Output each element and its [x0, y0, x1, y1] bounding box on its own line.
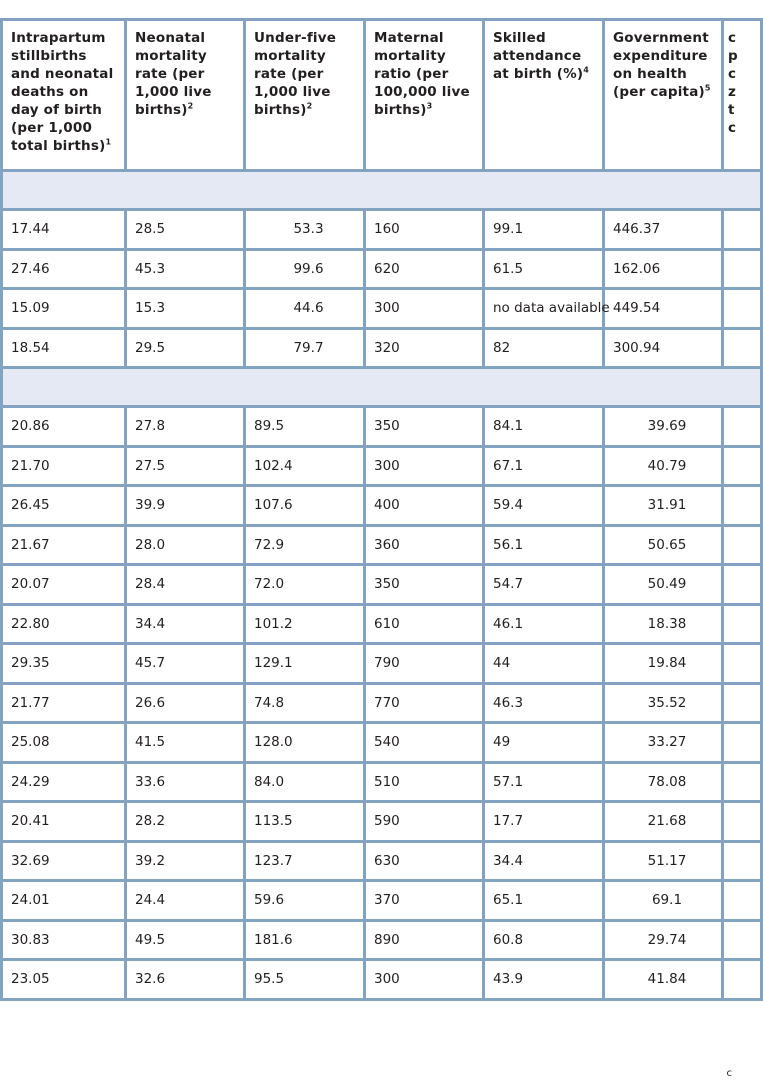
cell-gov-expenditure: 21.68	[604, 802, 723, 842]
cell-maternal: 790	[365, 644, 484, 684]
cell-gov-expenditure: 69.1	[604, 881, 723, 921]
cell-under-five: 53.3	[245, 210, 365, 250]
cell-under-five: 95.5	[245, 960, 365, 1000]
header-clipped-column: c p c z t c	[723, 20, 762, 171]
section-band-2	[2, 368, 762, 407]
cell-skilled-attendance: 59.4	[484, 486, 604, 526]
cell-skilled-attendance: 61.5	[484, 249, 604, 289]
cell-skilled-attendance: no data available	[484, 289, 604, 329]
cell-skilled-attendance: 82	[484, 328, 604, 368]
cell-maternal: 350	[365, 565, 484, 605]
table-row	[2, 841, 762, 881]
cell-under-five: 181.6	[245, 920, 365, 960]
cell-gov-expenditure: 162.06	[604, 249, 723, 289]
cell-under-five: 129.1	[245, 644, 365, 684]
cell-skilled-attendance: 46.1	[484, 604, 604, 644]
table-row	[2, 960, 762, 1000]
cell-clipped	[723, 920, 762, 960]
cell-clipped	[723, 565, 762, 605]
cell-maternal: 400	[365, 486, 484, 526]
cell-intrapartum: 26.45	[2, 486, 126, 526]
cell-skilled-attendance: 57.1	[484, 762, 604, 802]
table-frame	[0, 18, 760, 1001]
cell-clipped	[723, 407, 762, 447]
cell-under-five: 79.7	[245, 328, 365, 368]
cell-neonatal: 34.4	[126, 604, 245, 644]
table-row	[2, 249, 762, 289]
cell-maternal: 370	[365, 881, 484, 921]
cell-maternal: 300	[365, 960, 484, 1000]
cell-intrapartum: 21.67	[2, 525, 126, 565]
cell-clipped	[723, 289, 762, 329]
cell-clipped	[723, 249, 762, 289]
cell-skilled-attendance: 99.1	[484, 210, 604, 250]
cell-clipped	[723, 210, 762, 250]
cell-skilled-attendance: 49	[484, 723, 604, 763]
table-row	[2, 920, 762, 960]
table-row	[2, 446, 762, 486]
table-row	[2, 565, 762, 605]
table-row	[2, 723, 762, 763]
table-row	[2, 289, 762, 329]
cell-neonatal: 27.5	[126, 446, 245, 486]
cell-clipped	[723, 486, 762, 526]
table-row	[2, 644, 762, 684]
cell-gov-expenditure: 39.69	[604, 407, 723, 447]
cell-neonatal: 41.5	[126, 723, 245, 763]
cell-skilled-attendance: 44	[484, 644, 604, 684]
cell-under-five: 89.5	[245, 407, 365, 447]
table-row	[2, 604, 762, 644]
cell-skilled-attendance: 65.1	[484, 881, 604, 921]
cell-intrapartum: 15.09	[2, 289, 126, 329]
cell-under-five: 74.8	[245, 683, 365, 723]
cell-under-five: 59.6	[245, 881, 365, 921]
table-row	[2, 802, 762, 842]
cell-intrapartum: 17.44	[2, 210, 126, 250]
cell-under-five: 123.7	[245, 841, 365, 881]
table-row	[2, 525, 762, 565]
cell-gov-expenditure: 50.65	[604, 525, 723, 565]
table-row	[2, 486, 762, 526]
cell-skilled-attendance: 54.7	[484, 565, 604, 605]
cell-clipped	[723, 723, 762, 763]
cell-maternal: 590	[365, 802, 484, 842]
cell-under-five: 99.6	[245, 249, 365, 289]
cell-maternal: 320	[365, 328, 484, 368]
cell-maternal: 770	[365, 683, 484, 723]
cell-skilled-attendance: 56.1	[484, 525, 604, 565]
cell-gov-expenditure: 41.84	[604, 960, 723, 1000]
cell-gov-expenditure: 449.54	[604, 289, 723, 329]
cell-intrapartum: 20.07	[2, 565, 126, 605]
cell-clipped	[723, 683, 762, 723]
cell-intrapartum: 23.05	[2, 960, 126, 1000]
cell-under-five: 101.2	[245, 604, 365, 644]
cell-under-five: 128.0	[245, 723, 365, 763]
cell-skilled-attendance: 17.7	[484, 802, 604, 842]
cell-intrapartum: 24.01	[2, 881, 126, 921]
cell-maternal: 890	[365, 920, 484, 960]
cell-skilled-attendance: 34.4	[484, 841, 604, 881]
cell-gov-expenditure: 51.17	[604, 841, 723, 881]
header-row	[2, 20, 762, 171]
cell-intrapartum: 18.54	[2, 328, 126, 368]
cell-under-five: 84.0	[245, 762, 365, 802]
cell-neonatal: 24.4	[126, 881, 245, 921]
cell-clipped	[723, 328, 762, 368]
table-row	[2, 407, 762, 447]
cell-gov-expenditure: 446.37	[604, 210, 723, 250]
cell-under-five: 72.0	[245, 565, 365, 605]
cell-clipped	[723, 644, 762, 684]
cell-under-five: 102.4	[245, 446, 365, 486]
cell-gov-expenditure: 50.49	[604, 565, 723, 605]
cell-neonatal: 28.2	[126, 802, 245, 842]
cell-skilled-attendance: 43.9	[484, 960, 604, 1000]
cell-neonatal: 45.7	[126, 644, 245, 684]
cell-neonatal: 28.0	[126, 525, 245, 565]
cell-intrapartum: 32.69	[2, 841, 126, 881]
cell-skilled-attendance: 84.1	[484, 407, 604, 447]
cell-intrapartum: 27.46	[2, 249, 126, 289]
cell-intrapartum: 20.41	[2, 802, 126, 842]
cell-under-five: 72.9	[245, 525, 365, 565]
cell-gov-expenditure: 29.74	[604, 920, 723, 960]
cell-intrapartum: 24.29	[2, 762, 126, 802]
cell-under-five: 44.6	[245, 289, 365, 329]
cell-skilled-attendance: 46.3	[484, 683, 604, 723]
cell-neonatal: 28.4	[126, 565, 245, 605]
cell-neonatal: 49.5	[126, 920, 245, 960]
cell-intrapartum: 20.86	[2, 407, 126, 447]
cell-maternal: 540	[365, 723, 484, 763]
header-government-expenditure: Government expenditure on health (per capita)$^5$	[604, 20, 723, 171]
cell-under-five: 113.5	[245, 802, 365, 842]
cell-gov-expenditure: 40.79	[604, 446, 723, 486]
cell-skilled-attendance: 67.1	[484, 446, 604, 486]
cell-clipped	[723, 881, 762, 921]
cell-intrapartum: 21.77	[2, 683, 126, 723]
section-band-1	[2, 171, 762, 210]
cell-neonatal: 45.3	[126, 249, 245, 289]
cell-neonatal: 26.6	[126, 683, 245, 723]
cell-maternal: 630	[365, 841, 484, 881]
cell-neonatal: 39.9	[126, 486, 245, 526]
table-row	[2, 210, 762, 250]
cell-clipped	[723, 762, 762, 802]
cell-intrapartum: 21.70	[2, 446, 126, 486]
cell-maternal: 350	[365, 407, 484, 447]
cell-neonatal: 28.5	[126, 210, 245, 250]
cell-gov-expenditure: 78.08	[604, 762, 723, 802]
cell-neonatal: 32.6	[126, 960, 245, 1000]
cell-clipped	[723, 841, 762, 881]
cell-clipped	[723, 960, 762, 1000]
cell-intrapartum: 29.35	[2, 644, 126, 684]
header-skilled-attendance: Skilled attendance at birth (%)$^4$	[484, 20, 604, 171]
cell-maternal: 360	[365, 525, 484, 565]
cell-intrapartum: 30.83	[2, 920, 126, 960]
cell-gov-expenditure: 18.38	[604, 604, 723, 644]
cell-maternal: 620	[365, 249, 484, 289]
cell-clipped	[723, 604, 762, 644]
cell-gov-expenditure: 35.52	[604, 683, 723, 723]
cell-maternal: 510	[365, 762, 484, 802]
table-row	[2, 881, 762, 921]
cell-neonatal: 29.5	[126, 328, 245, 368]
health-indicators-table	[0, 18, 763, 1001]
cell-maternal: 300	[365, 289, 484, 329]
cell-intrapartum: 22.80	[2, 604, 126, 644]
header-neonatal-mortality: Neonatal mortality rate (per 1,000 live births)$^2$	[126, 20, 245, 171]
cell-maternal: 610	[365, 604, 484, 644]
table-row	[2, 762, 762, 802]
footer-fragment: c	[726, 1068, 732, 1079]
cell-clipped	[723, 446, 762, 486]
cell-under-five: 107.6	[245, 486, 365, 526]
cell-neonatal: 33.6	[126, 762, 245, 802]
cell-neonatal: 15.3	[126, 289, 245, 329]
cell-gov-expenditure: 19.84	[604, 644, 723, 684]
cell-clipped	[723, 802, 762, 842]
table-row	[2, 328, 762, 368]
cell-neonatal: 27.8	[126, 407, 245, 447]
cell-gov-expenditure: 33.27	[604, 723, 723, 763]
header-intrapartum-stillbirths: Intrapartum stillbirths and neonatal deaths on day of birth (per 1,000 total births)$^1$	[2, 20, 126, 171]
cell-maternal: 160	[365, 210, 484, 250]
cell-gov-expenditure: 300.94	[604, 328, 723, 368]
header-maternal-mortality: Maternal mortality ratio (per 100,000 live births)$^3$	[365, 20, 484, 171]
cell-maternal: 300	[365, 446, 484, 486]
cell-intrapartum: 25.08	[2, 723, 126, 763]
cell-neonatal: 39.2	[126, 841, 245, 881]
table-row	[2, 683, 762, 723]
header-under-five-mortality: Under-five mortality rate (per 1,000 live births)$^2$	[245, 20, 365, 171]
cell-skilled-attendance: 60.8	[484, 920, 604, 960]
cell-gov-expenditure: 31.91	[604, 486, 723, 526]
cell-clipped	[723, 525, 762, 565]
